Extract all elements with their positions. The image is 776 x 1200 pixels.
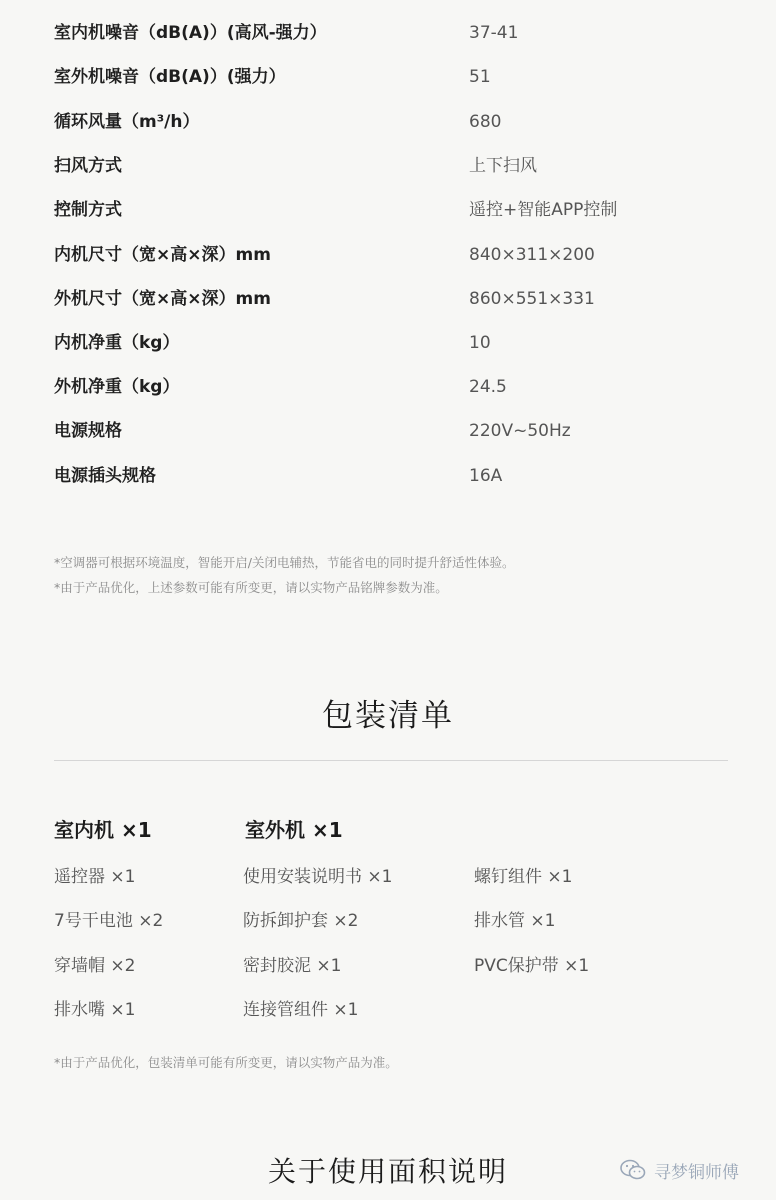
spec-label: 外机尺寸（宽×高×深）mm xyxy=(54,289,271,309)
packing-item: 排水管 ×1 xyxy=(474,911,556,931)
spec-value: 上下扫风 xyxy=(469,156,537,176)
spec-row xyxy=(54,62,734,92)
watermark xyxy=(620,1155,770,1185)
packing-item: 排水嘴 ×1 xyxy=(54,1000,136,1020)
spec-label: 电源规格 xyxy=(54,421,122,441)
spec-row xyxy=(54,195,734,225)
spec-row xyxy=(54,151,734,181)
packing-item: 遥控器 ×1 xyxy=(54,867,136,887)
packing-item: 连接管组件 ×1 xyxy=(243,1000,359,1020)
spec-row xyxy=(54,328,734,358)
spec-label: 扫风方式 xyxy=(54,156,122,176)
area-section-title: 关于使用面积说明 xyxy=(267,1155,508,1188)
spec-label: 室内机噪音（dB(A)）(高风-强力） xyxy=(54,23,327,43)
spec-value: 24.5 xyxy=(469,377,507,397)
spec-label: 内机尺寸（宽×高×深）mm xyxy=(54,245,271,265)
packing-item: 穿墙帽 ×2 xyxy=(54,956,136,976)
spec-value: 10 xyxy=(469,333,491,353)
spec-label: 控制方式 xyxy=(54,200,122,220)
packing-note: *由于产品优化，包装清单可能有所变更，请以实物产品为准。 xyxy=(54,1055,398,1070)
spec-value: 220V~50Hz xyxy=(469,421,571,441)
packing-item: 密封胶泥 ×1 xyxy=(243,956,342,976)
section-divider xyxy=(54,760,728,761)
spec-value: 840×311×200 xyxy=(469,245,595,265)
spec-label: 室外机噪音（dB(A)）(强力） xyxy=(54,67,286,87)
spec-row xyxy=(54,416,734,446)
spec-value: 680 xyxy=(469,112,502,132)
packing-item: 7号干电池 ×2 xyxy=(54,911,164,931)
spec-row xyxy=(54,240,734,270)
spec-value: 16A xyxy=(469,466,503,486)
spec-value: 860×551×331 xyxy=(469,289,595,309)
spec-row xyxy=(54,372,734,402)
packing-item: PVC保护带 ×1 xyxy=(474,956,590,976)
packing-main-item: 室外机 ×1 xyxy=(245,818,343,842)
watermark-text: 寻梦铜师傅 xyxy=(654,1162,739,1183)
spec-label: 外机净重（kg） xyxy=(54,377,180,397)
spec-note: *由于产品优化，上述参数可能有所变更，请以实物产品铭牌参数为准。 xyxy=(54,580,448,595)
spec-row xyxy=(54,107,734,137)
spec-label: 内机净重（kg） xyxy=(54,333,180,353)
wechat-icon xyxy=(620,1159,646,1181)
spec-label: 电源插头规格 xyxy=(54,466,156,486)
spec-row xyxy=(54,284,734,314)
spec-value: 51 xyxy=(469,67,491,87)
packing-item: 使用安装说明书 ×1 xyxy=(243,867,393,887)
spec-value: 37-41 xyxy=(469,23,519,43)
spec-row xyxy=(54,461,734,491)
spec-note: *空调器可根据环境温度，智能开启/关闭电辅热，节能省电的同时提升舒适性体验。 xyxy=(54,555,515,570)
packing-main-item: 室内机 ×1 xyxy=(54,818,152,842)
packing-item: 螺钉组件 ×1 xyxy=(474,867,573,887)
spec-row xyxy=(54,18,734,48)
spec-label: 循环风量（m³/h） xyxy=(54,112,200,132)
packing-title: 包装清单 xyxy=(322,698,454,734)
packing-item: 防拆卸护套 ×2 xyxy=(243,911,359,931)
spec-value: 遥控+智能APP控制 xyxy=(469,200,618,220)
